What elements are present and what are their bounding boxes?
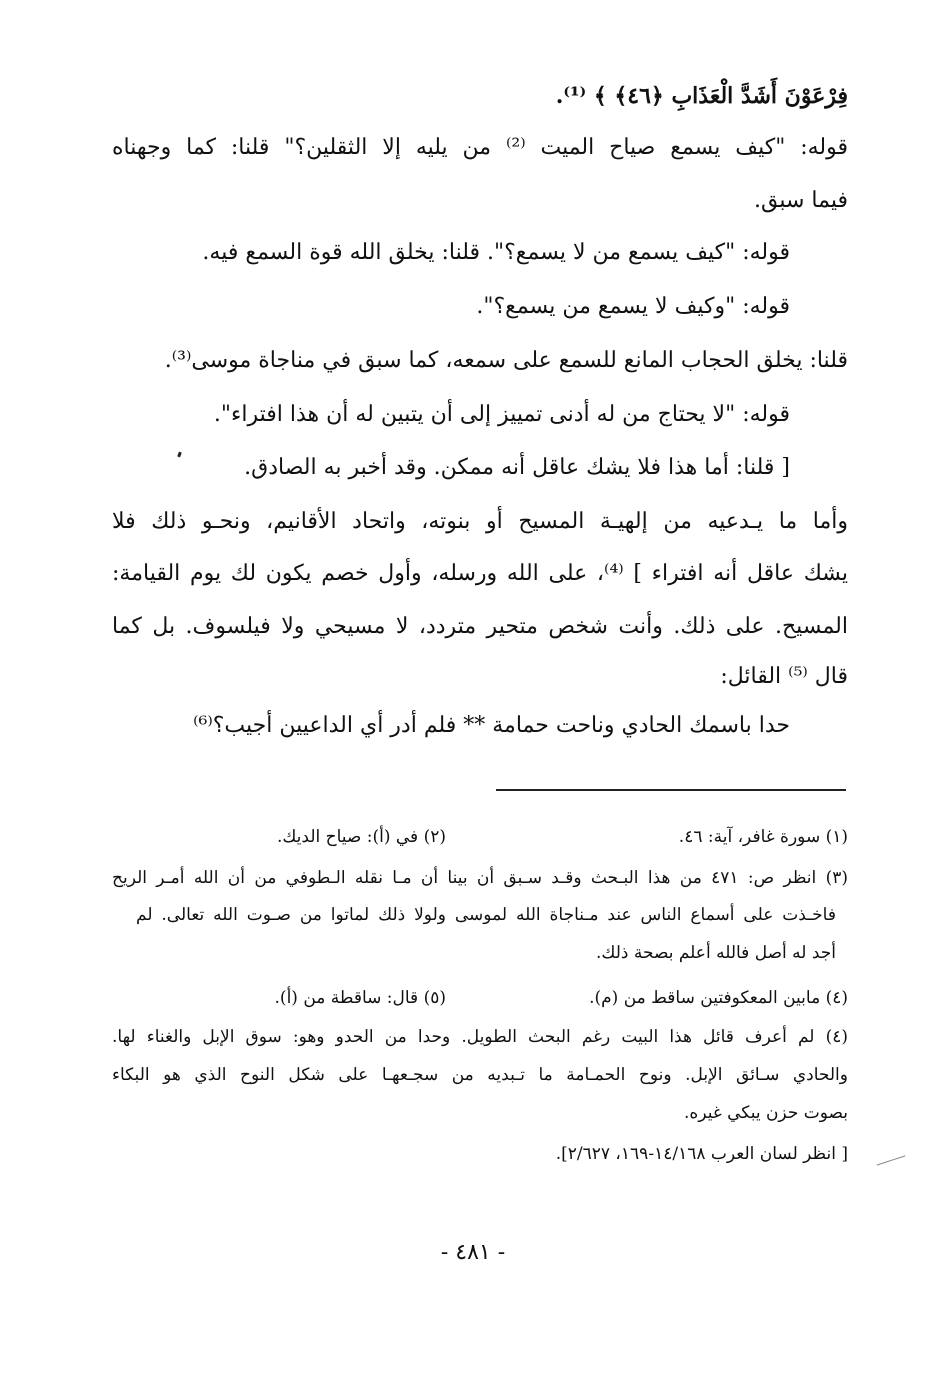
footnote-separator — [496, 789, 846, 791]
verse-line: فِرْعَوْنَ أَشَدَّ الْعَذَابِ ﴿٤٦﴾ ﴾ ⁽¹⁾. — [555, 83, 848, 109]
footnote-4b-line: بصوت حزن يبكي غيره. — [684, 1103, 848, 1123]
poem-line: حدا باسمك الحادي وناحت حمامة ** فلم أدر أي الداعيين أجيب؟⁽⁶⁾ — [193, 713, 790, 738]
footnote-5: (٥) قال: ساقطة من (أ). — [274, 988, 446, 1008]
footnote-4b-line: [ انظر لسان العرب ١٤/١٦٨-١٦٩، ٢/٦٢٧]. — [555, 1144, 848, 1164]
scan-mark — [877, 1155, 906, 1165]
body-line: قوله: "كيف يسمع صياح الميت ⁽²⁾ من يليه إلا الثقلين؟" قلنا: كما وجهناه — [112, 135, 848, 160]
footnote-3-line: فاخـذت على أسماع الناس عند مـناجاة الله لموسى ولولا ذلك لماتوا من صـوت الله تعالى. لم — [136, 905, 836, 925]
body-line: قلنا: يخلق الحجاب المانع للسمع على سمعه، كما سبق في مناجاة موسى⁽³⁾. — [164, 348, 848, 373]
body-line: المسيح. على ذلك. وأنت شخص متحير متردد، لا مسيحي ولا فيلسوف. بل كما — [112, 614, 848, 639]
footnote-4b-line: والحادي سـائق الإبل. ونوح الحمـامة ما تـبديه من سجـعهـا على شكل النوح الذي هو البكاء — [112, 1065, 848, 1085]
footnote-4a: (٤) مابين المعكوفتين ساقط من (م). — [589, 988, 848, 1008]
footnote-4b-line: (٤) لم أعرف قائل هذا البيت رغم البحث الطويل. وحدا من الحدو وهو: سوق الإبل والغناء لها. — [112, 1027, 848, 1047]
footnote-1: (١) سورة غافر، آية: ٤٦. — [678, 827, 848, 847]
ink-speck — [177, 452, 182, 458]
footnote-3-line: أجد له أصل فالله أعلم بصحة ذلك. — [596, 943, 836, 963]
body-line: قال ⁽⁵⁾ القائل: — [720, 664, 848, 689]
body-line: [ قلنا: أما هذا فلا يشك عاقل أنه ممكن. وقد أخبر به الصادق. — [244, 455, 790, 480]
body-line: وأما ما يـدعيه من إلهيـة المسيح أو بنوته، واتحاد الأقانيم، ونحـو ذلك فلا — [112, 509, 848, 534]
footnote-2: (٢) في (أ): صياح الديك. — [276, 827, 446, 847]
footnote-3-line: (٣) انظر ص: ٤٧١ من هذا البـحث وقـد سـبق أن بينا أن مـا نقله الـطوفي من أن الله أمـر الريح — [112, 868, 848, 888]
body-line: قوله: "وكيف لا يسمع من يسمع؟". — [476, 294, 790, 319]
body-line: فيما سبق. — [754, 188, 848, 213]
body-line: يشك عاقل أنه افتراء ] ⁽⁴⁾، على الله ورسله، وأول خصم يكون لك يوم القيامة: — [112, 561, 848, 586]
page-number: - ٤٨١ - — [440, 1240, 506, 1265]
body-line: قوله: "لا يحتاج من له أدنى تمييز إلى أن يتبين له أن هذا افتراء". — [213, 402, 790, 427]
body-line: قوله: "كيف يسمع من لا يسمع؟". قلنا: يخلق الله قوة السمع فيه. — [202, 240, 790, 265]
